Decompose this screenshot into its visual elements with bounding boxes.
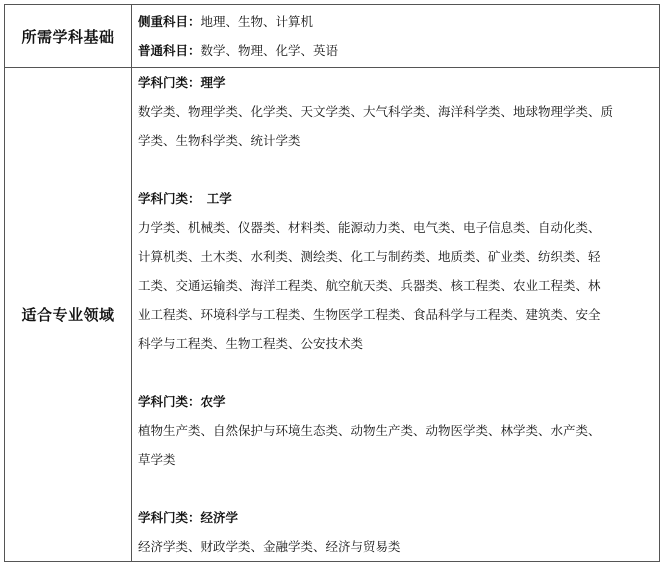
subject-info-table — [4, 4, 660, 562]
general-subjects-value: 数学、物理、化学、英语 — [200, 43, 339, 58]
category-line: 数学类、物理学类、化学类、天文学类、大气科学类、海洋科学类、地球物理学类、质 — [138, 104, 614, 119]
category-heading-economics: 学科门类：经济学 — [138, 510, 239, 525]
category-line: 植物生产类、自然保护与环境生态类、动物生产类、动物医学类、林学类、水产类、 — [138, 423, 601, 438]
category-line: 工类、交通运输类、海洋工程类、航空航天类、兵器类、核工程类、农业工程类、林 — [138, 278, 601, 293]
category-heading-agriculture: 学科门类：农学 — [138, 394, 226, 409]
category-heading-engineering: 学科门类： 工学 — [138, 191, 232, 206]
category-heading-science: 学科门类：理学 — [138, 75, 226, 90]
suitable-fields-cell — [132, 68, 660, 562]
category-line: 草学类 — [138, 452, 176, 467]
table-row-subject-basis — [5, 5, 660, 68]
row-label-suitable-fields: 适合专业领域 — [5, 68, 132, 562]
category-line: 计算机类、土木类、水利类、测绘类、化工与制药类、地质类、矿业类、纺织类、轻 — [138, 249, 601, 264]
general-subjects-label: 普通科目： — [138, 43, 201, 58]
category-line: 力学类、机械类、仪器类、材料类、能源动力类、电气类、电子信息类、自动化类、 — [138, 220, 601, 235]
general-subjects-line — [138, 36, 655, 65]
focus-subjects-value: 地理、生物、计算机 — [200, 14, 314, 29]
spacer — [138, 474, 655, 503]
row-label-subject-basis: 所需学科基础 — [5, 5, 132, 68]
category-line: 业工程类、环境科学与工程类、生物医学工程类、食品科学与工程类、建筑类、安全 — [138, 307, 601, 322]
category-line: 科学与工程类、生物工程类、公安技术类 — [138, 336, 364, 351]
category-line: 经济学类、财政学类、金融学类、经济与贸易类 — [138, 539, 401, 554]
table-row-suitable-fields — [5, 68, 660, 562]
category-line: 学类、生物科学类、统计学类 — [138, 133, 301, 148]
spacer — [138, 358, 655, 387]
subject-basis-cell — [132, 5, 660, 68]
focus-subjects-label: 侧重科目： — [138, 14, 201, 29]
focus-subjects-line — [138, 7, 655, 36]
spacer — [138, 155, 655, 184]
